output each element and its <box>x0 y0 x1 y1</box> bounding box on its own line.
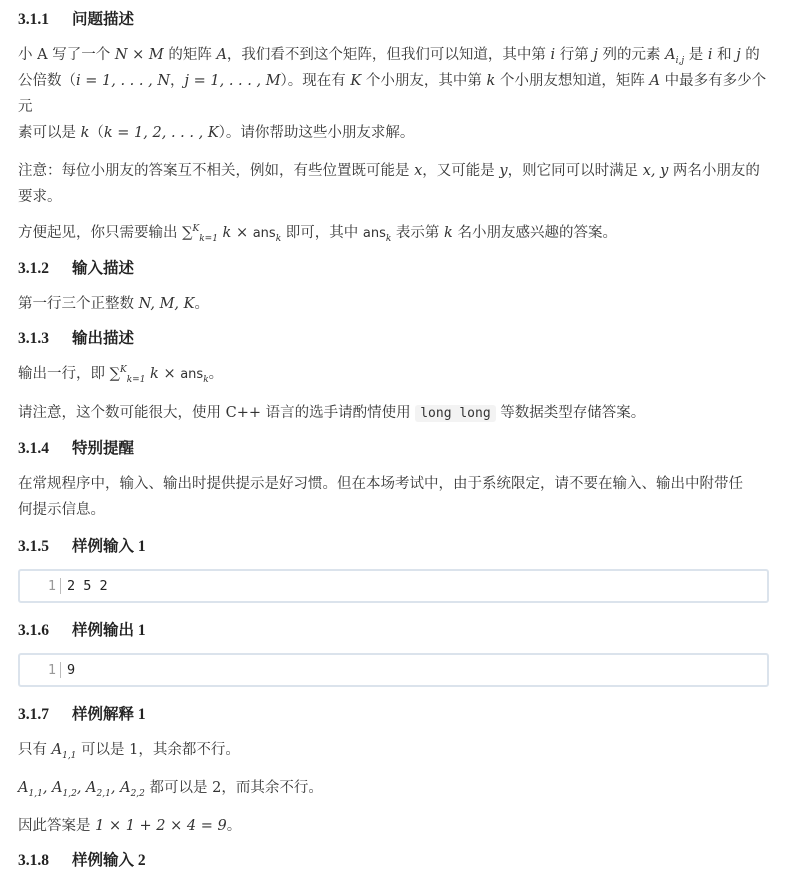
special-reminder-text: 在常规程序中，输入、输出时提供提示是好习惯。但在本场考试中，由于系统限定，请不要在输入、输出中附带任 何提示信息。 <box>18 476 743 518</box>
heading-output-description: 3.1.3 输出描述 <box>18 330 135 347</box>
code-line: 2 5 2 <box>67 578 108 594</box>
output-description-text: 输出一行，即 ∑$^K_{k=1}$ k × ans$_k$。 <box>18 365 224 385</box>
inline-code-long-long: long long <box>415 405 495 422</box>
input-description-text: 第一行三个正整数 N, M, K。 <box>18 296 209 312</box>
heading-sample-output-1: 3.1.6 样例输出 1 <box>18 622 146 639</box>
explanation-line-3: 因此答案是 1 × 1 + 2 × 4 = 9。 <box>18 818 242 834</box>
explanation-line-1: 只有 $A_{1,1}$ 可以是 1，其余都不行。 <box>18 742 240 761</box>
convenience-text: 方便起见，你只需要输出 ∑$^K_{k=1}$ k × ans$_k$ 即可，其中 ans$_k$ 表示第 k 名小朋友感兴趣的答案。 <box>18 224 617 244</box>
heading-input-description: 3.1.2 输入描述 <box>18 260 135 277</box>
line-number: 1 <box>20 578 61 594</box>
explanation-line-2: $A_{1,1}$, $A_{1,2}$, $A_{2,1}$, $A_{2,2}$ 都可以是 2，而其余不行。 <box>18 780 323 799</box>
output-note-text: 请注意，这个数可能很大，使用 C++ 语言的选手请酌情使用 long long 等数据类型存储答案。 <box>18 405 646 421</box>
heading-sample-input-2: 3.1.8 样例输入 2 <box>18 852 146 869</box>
sample-output-1-codeblock[interactable] <box>18 653 769 687</box>
heading-problem-description: 3.1.1 问题描述 <box>18 11 135 28</box>
heading-sample-input-1: 3.1.5 样例输入 1 <box>18 538 146 555</box>
line-number: 1 <box>20 662 61 678</box>
problem-description-text: 小 A 写了一个 N × M 的矩阵 A，我们看不到这个矩阵，但我们可以知道，其中第 i 行第 j 列的元素 $A_{i,j}$ 是 i 和 j 的 公倍数（i = 1, . . . , N，j = 1, . . . , M）。现在有 K 个小朋友，其中第 k 个小朋友想知道，矩阵 A 中最多有多少个元 素可以是 k（k = 1, 2, . . . , K）。请你帮助这些小朋友求解。 <box>18 47 767 141</box>
heading-special-reminder: 3.1.4 特别提醒 <box>18 440 135 457</box>
code-line: 9 <box>67 662 76 678</box>
problem-note-text: 注意：每位小朋友的答案互不相关，例如，有些位置既可能是 x，又可能是 y，则它同可以时满足 x, y 两名小朋友的 要求。 <box>18 163 760 205</box>
heading-sample-explanation-1: 3.1.7 样例解释 1 <box>18 706 146 723</box>
sample-input-1-codeblock[interactable] <box>18 569 769 603</box>
